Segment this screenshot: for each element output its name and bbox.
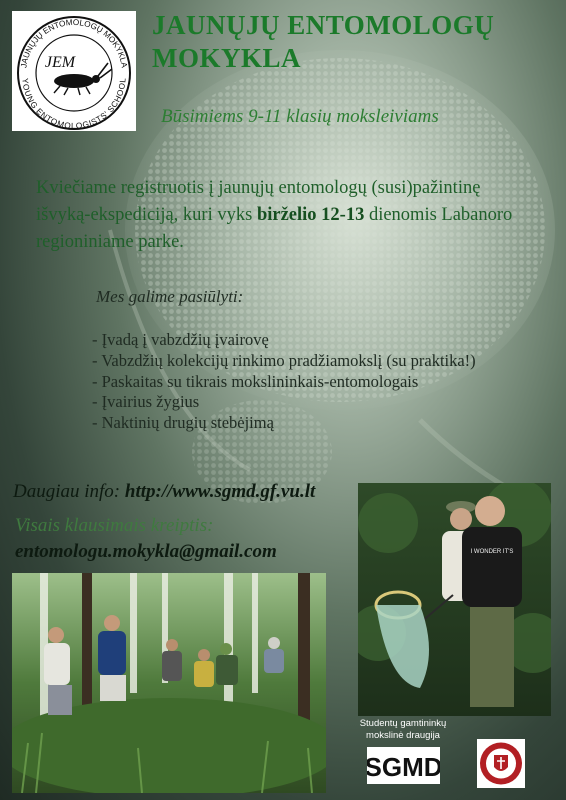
more-info-line [13,481,315,503]
email-link[interactable]: entomologu.mokykla@gmail.com [15,541,277,562]
school-logo [12,11,136,131]
sponsor-label-line-1: Studentų gamtininkų [359,718,447,729]
sgmd-logo-text: SGMD [367,752,440,782]
offer-item: - Naktinių drugių stebėjimą [92,413,274,433]
page-title [152,9,552,75]
logo-ring-text-bottom: YOUNG ENTOMOLOGISTS' SCHOOL [20,77,128,131]
offer-item: - Įvadą į vabzdžių įvairovę [92,330,269,349]
tshirt-text: I WONDER IT'S [470,549,514,555]
contact-label: Visais klausimais kreiptis: [15,515,214,536]
offer-item: - Įvairius žygius [92,392,200,412]
logo-initials: JEM [44,54,76,71]
website-link[interactable]: http://www.sgmd.gf.vu.lt [124,481,316,502]
sgmd-logo [367,747,440,784]
intro-text-start: Kviečiame registruotis į jaunųjų entomologų (susi)pažintinę išvyką-ekspediciją, kuri vyks [36,178,481,225]
title-line-2: MOKYKLA [152,43,301,73]
vilnius-university-logo [477,739,525,788]
offer-item: - Vabzdžių kolekcijų rinkimo pradžiamokslį (su praktika!) [92,350,476,370]
logo-ring-text-top: JAUNŲJŲ ENTOMOLOGŲ MOKYKLA [19,17,129,69]
intro-date: birželio 12-13 [256,205,365,225]
sponsor-label-line-2: mokslinė draugija [366,730,440,741]
offer-heading: Mes galime pasiūlyti: [96,287,244,306]
offer-list [92,330,476,434]
forest-expedition-photo [12,573,326,793]
title-line-1: JAUNŲJŲ ENTOMOLOGŲ [152,10,495,40]
intro-paragraph [36,175,536,256]
more-info-label: Daugiau info: [13,481,121,502]
offer-item: - Paskaitas su tikrais mokslininkais-entomologais [92,371,419,391]
subtitle: Būsimiems 9-11 klasių moksleiviams [161,106,439,127]
two-men-with-insect-net-photo [358,483,551,716]
sponsor-label [353,718,453,742]
intro-text-end: dienomis Labanoro regioniniame parke. [36,205,513,252]
